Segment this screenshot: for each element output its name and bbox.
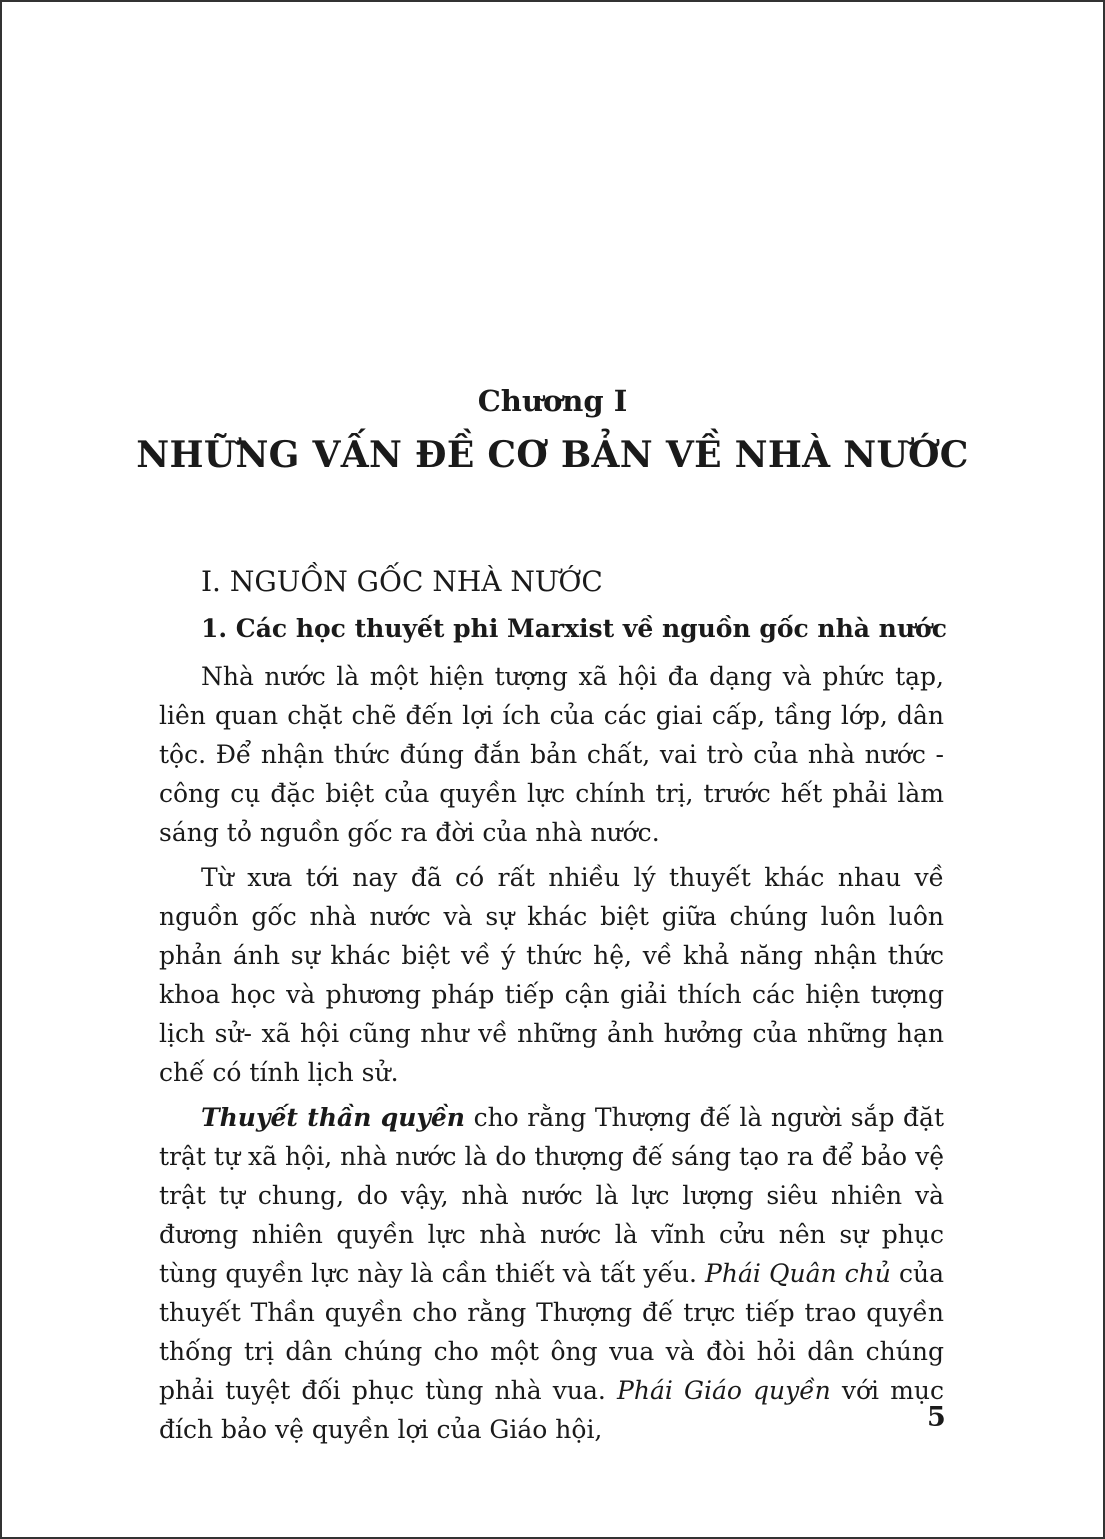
page-number: 5 [927, 1402, 946, 1433]
chapter-title: NHỮNG VẤN ĐỀ CƠ BẢN VỀ NHÀ NƯỚC [136, 434, 969, 476]
chapter-label: Chương I [477, 384, 628, 418]
paragraph-text: cho rằng Thượng đế là người sắp đặt trật tự xã hội, nhà nước là do thượng đế sáng tạo ra để bảo vệ trật tự chung, do vậy, nhà nước là lực lượng siêu nhiên và đương nhiên quyền lực nhà nước là vĩnh cửu nên sự phục tùng quyền lực này là cần thiết và tất yếu. [159, 1103, 944, 1288]
term-phai-quan-chu: Phái Quân chủ [705, 1259, 891, 1288]
term-thuyet-than-quyen: Thuyết thần quyền [201, 1103, 465, 1132]
term-phai-giao-quyen: Phái Giáo quyền [617, 1376, 831, 1405]
subsection-heading: 1. Các học thuyết phi Marxist về nguồn gốc nhà nước [201, 614, 947, 643]
paragraph: Từ xưa tới nay đã có rất nhiều lý thuyết khác nhau về nguồn gốc nhà nước và sự khác biệt giữa chúng luôn luôn phản ánh sự khác biệt về ý thức hệ, về khả năng nhận thức khoa học và phương pháp tiếp cận giải thích các hiện tượng lịch sử- xã hội cũng như về những ảnh hưởng của những hạn chế có tính lịch sử. [159, 863, 944, 1087]
section-heading: I. NGUỒN GỐC NHÀ NƯỚC [201, 565, 603, 598]
paragraph [159, 1098, 944, 1449]
paragraph: Nhà nước là một hiện tượng xã hội đa dạng và phức tạp, liên quan chặt chẽ đến lợi ích của các giai cấp, tầng lớp, dân tộc. Để nhận thức đúng đắn bản chất, vai trò của nhà nước - công cụ đặc biệt của quyền lực chính trị, trước hết phải làm sáng tỏ nguồn gốc ra đời của nhà nước. [159, 662, 944, 847]
paragraph-text: với mục đích bảo vệ quyền lợi của Giáo hội, [159, 1376, 945, 1444]
body-text [159, 657, 944, 1455]
paragraph-text: của thuyết Thần quyền cho rằng Thượng đế trực tiếp trao quyền thống trị dân chúng cho một ông vua và đòi hỏi dân chúng phải tuyệt đối phục tùng nhà vua. [159, 1259, 944, 1405]
